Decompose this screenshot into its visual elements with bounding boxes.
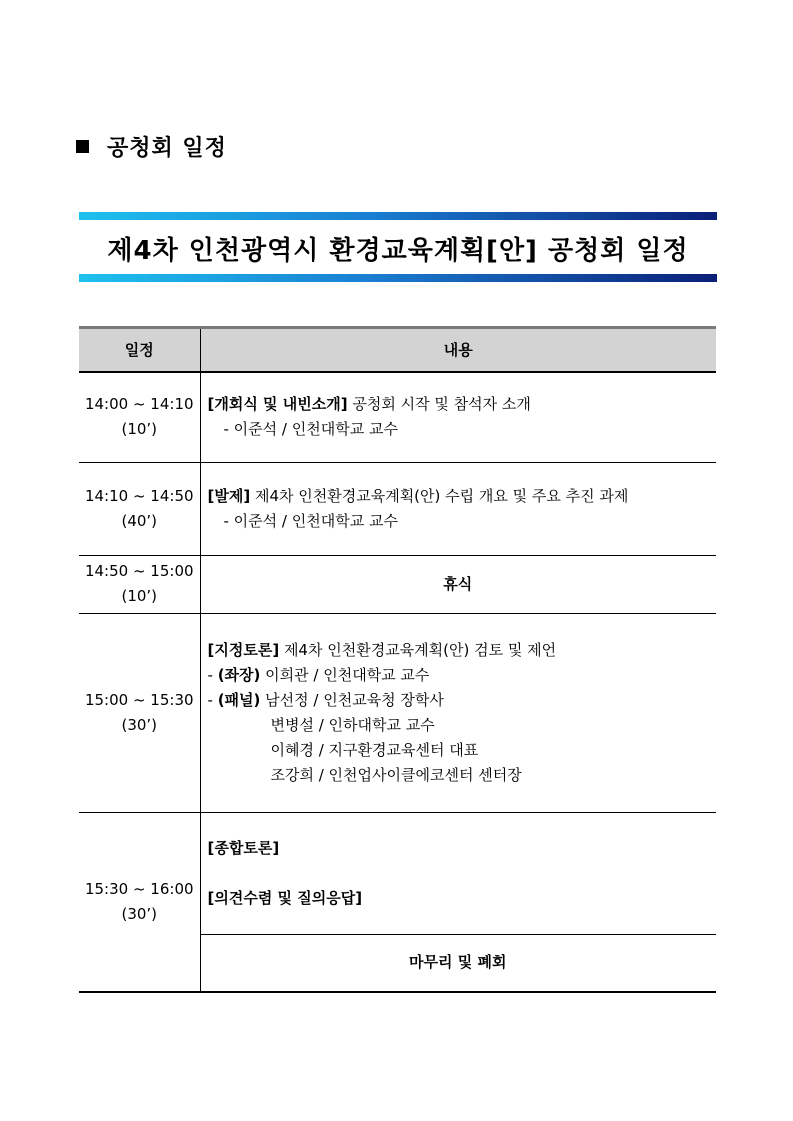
- section-heading: [76, 128, 227, 164]
- time-range: 14:50 ~ 15:00: [84, 562, 194, 580]
- content-line: [208, 688, 716, 713]
- content-cell: [200, 613, 716, 812]
- table-header-row: [79, 328, 716, 373]
- closing-cell: 마무리 및 폐회: [200, 934, 716, 992]
- page-title: 제4차 인천광역시 환경교육계획[안] 공청회 일정: [107, 235, 689, 266]
- title-bar-top: [79, 212, 717, 220]
- content-cell: [200, 462, 716, 555]
- time-cell: [79, 812, 200, 992]
- time-cell: [79, 462, 200, 555]
- agenda-label: [지정토론]: [207, 640, 280, 659]
- time-cell: [79, 372, 200, 462]
- content-line: [208, 663, 716, 688]
- role-label: (좌장): [217, 665, 261, 684]
- duration: (40’): [121, 511, 158, 530]
- content-cell: [200, 812, 716, 934]
- schedule-table: [79, 326, 716, 993]
- agenda-label: [개회식 및 내빈소개]: [207, 395, 348, 414]
- time-range: 15:00 ~ 15:30: [84, 690, 194, 709]
- title-banner: [79, 212, 717, 282]
- time-cell: [79, 555, 200, 613]
- agenda-label: [발제]: [207, 486, 251, 505]
- table-row: [79, 555, 716, 613]
- content-line: 조강희 / 인천업사이클에코센터 센터장: [270, 765, 522, 784]
- content-line: [208, 638, 716, 663]
- time-range: 14:00 ~ 14:10: [84, 395, 194, 414]
- duration: (10’): [121, 587, 158, 605]
- table-row: [79, 372, 716, 462]
- content-line: 변병설 / 인하대학교 교수: [270, 715, 435, 734]
- person-text: 이희관 / 인천대학교 교수: [260, 665, 430, 684]
- spacer: [208, 861, 716, 886]
- time-range: 15:30 ~ 16:00: [84, 879, 194, 898]
- square-bullet-icon: [76, 140, 89, 153]
- line-prefix: -: [207, 690, 218, 709]
- content-line: - 이준석 / 인천대학교 교수: [223, 511, 398, 530]
- duration: (30’): [121, 715, 158, 734]
- section-heading-text: 공청회 일정: [107, 135, 227, 161]
- table-row: [79, 613, 716, 812]
- person-text: 남선정 / 인천교육청 장학사: [260, 690, 444, 709]
- agenda-text: 제4차 인천환경교육계획(안) 수립 개요 및 주요 추진 과제: [250, 486, 629, 505]
- content-line: 이혜경 / 지구환경교육센터 대표: [270, 740, 479, 759]
- break-cell: 휴식: [200, 555, 716, 613]
- agenda-text: 제4차 인천환경교육계획(안) 검토 및 제언: [279, 640, 557, 659]
- role-label: (패널): [217, 690, 261, 709]
- content-cell: [200, 372, 716, 462]
- line-prefix: -: [207, 665, 218, 684]
- header-content: 내용: [200, 328, 716, 373]
- table-row: [79, 462, 716, 555]
- agenda-label: [의견수렴 및 질의응답]: [207, 888, 363, 907]
- duration: (10’): [121, 420, 158, 439]
- header-schedule: 일정: [79, 328, 200, 373]
- time-cell: [79, 613, 200, 812]
- agenda-label: [종합토론]: [207, 838, 280, 857]
- content-line: [208, 484, 716, 509]
- title-bar-bottom: [79, 274, 717, 282]
- table-row: [79, 812, 716, 934]
- content-line: [208, 392, 716, 417]
- content-line: - 이준석 / 인천대학교 교수: [223, 420, 398, 439]
- duration: (30’): [121, 904, 158, 923]
- agenda-text: 공청회 시작 및 참석자 소개: [347, 395, 531, 414]
- time-range: 14:10 ~ 14:50: [84, 486, 194, 505]
